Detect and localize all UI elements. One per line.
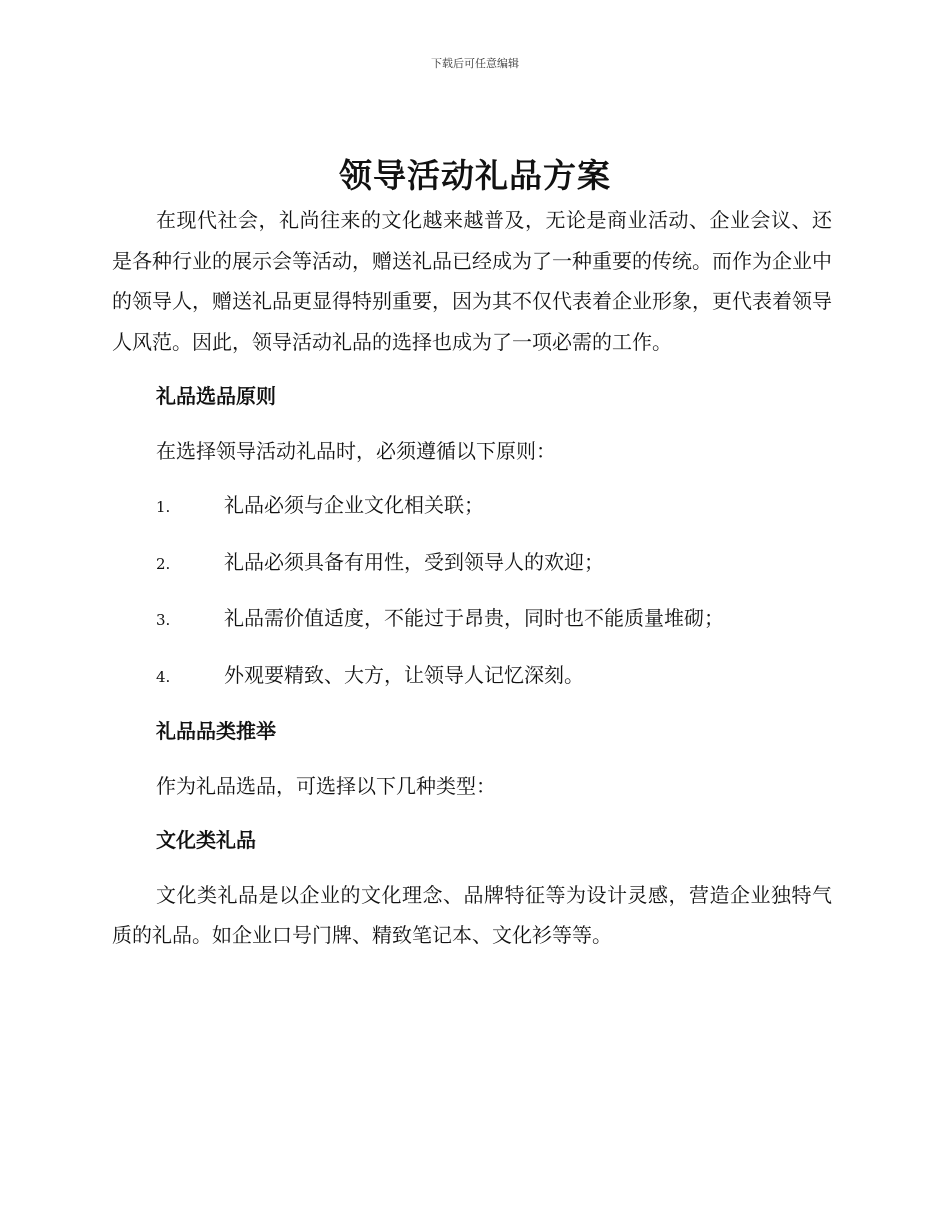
section-heading-categories: 礼品品类推举 xyxy=(156,719,276,743)
spacer xyxy=(112,362,832,376)
spacer xyxy=(112,861,832,875)
list-number: 1. xyxy=(156,498,171,516)
spacer xyxy=(112,641,832,655)
spacer xyxy=(112,417,832,431)
spacer xyxy=(112,528,832,542)
list-item xyxy=(112,598,832,641)
header-note: 下载后可任意编辑 xyxy=(431,57,519,70)
intro-paragraph: 在现代社会，礼尚往来的文化越来越普及，无论是商业活动、企业会议、还是各种行业的展示会等活动，赠送礼品已经成为了一种重要的传统。而作为企业中的领导人，赠送礼品更显得特别重要，因为其不仅代表着企业形象，更代表着领导人风范。因此，领导活动礼品的选择也成为了一项必需的工作。 xyxy=(112,208,832,354)
cultural-gifts-paragraph: 文化类礼品是以企业的文化理念、品牌特征等为设计灵感，营造企业独特气质的礼品。如企业口号门牌、精致笔记本、文化衫等等。 xyxy=(112,882,832,947)
list-item xyxy=(112,655,832,698)
spacer xyxy=(112,697,832,711)
list-item xyxy=(112,542,832,585)
spacer xyxy=(112,584,832,598)
document-body xyxy=(112,200,832,956)
section-heading-cultural-gifts: 文化类礼品 xyxy=(156,828,256,852)
list-text: 外观要精致、大方，让领导人记忆深刻。 xyxy=(224,662,584,687)
list-text: 礼品需价值适度，不能过于昂贵，同时也不能质量堆砌； xyxy=(224,606,724,630)
list-number: 3. xyxy=(156,611,171,629)
categories-lead: 作为礼品选品，可选择以下几种类型： xyxy=(156,773,496,798)
spacer xyxy=(112,806,832,820)
list-item xyxy=(112,485,832,528)
document-title: 领导活动礼品方案 xyxy=(339,156,611,195)
spacer xyxy=(112,752,832,766)
list-number: 4. xyxy=(156,667,171,686)
principles-lead: 在选择领导活动礼品时，必须遵循以下原则： xyxy=(156,438,556,463)
list-number: 2. xyxy=(156,554,171,573)
list-text: 礼品必须与企业文化相关联； xyxy=(224,493,484,517)
section-heading-principles: 礼品选品原则 xyxy=(156,384,276,408)
spacer xyxy=(112,471,832,485)
list-text: 礼品必须具备有用性，受到领导人的欢迎； xyxy=(224,549,604,574)
principles-list xyxy=(112,485,832,697)
